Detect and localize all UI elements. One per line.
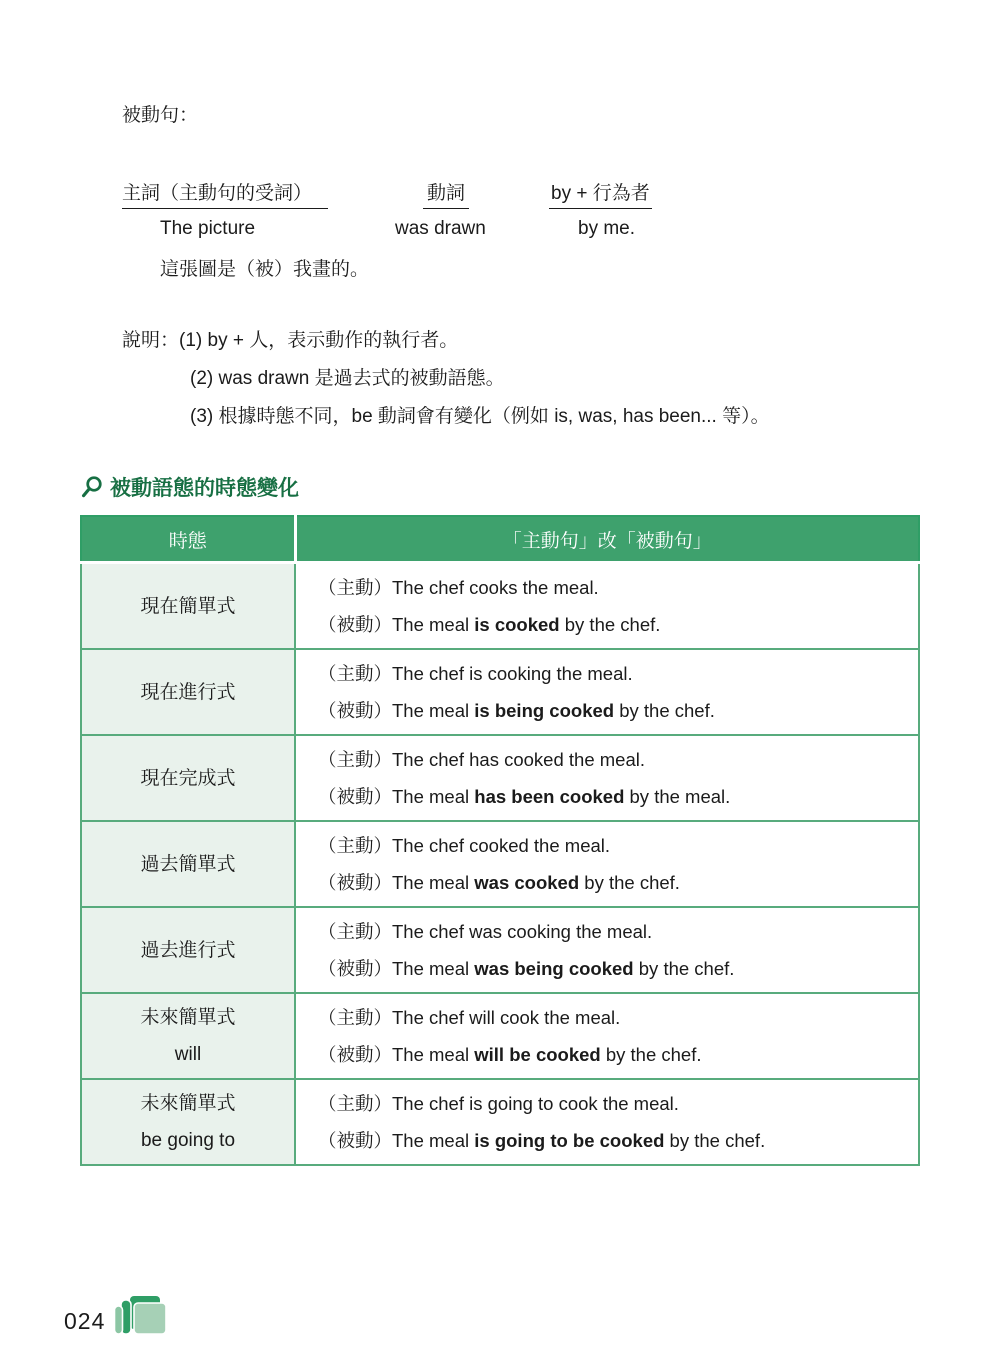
passive-tense-table — [80, 515, 920, 1166]
passive-verb-bold: is being cooked — [474, 700, 615, 721]
page-number: 024 — [64, 1308, 106, 1334]
passive-sentence — [318, 692, 908, 729]
passive-sentence — [318, 606, 908, 643]
magnifier-icon — [80, 475, 103, 499]
table-row — [81, 735, 919, 821]
passive-pre: （被動）The meal — [318, 872, 475, 893]
note-item: (3) 根據時態不同，be 動詞會有變化（例如 is, was, has been... 等）。 — [190, 406, 770, 427]
sentences-cell — [295, 993, 919, 1079]
sentences-cell — [295, 563, 919, 650]
tense-sub-label: will — [174, 1044, 202, 1065]
passive-sentence — [318, 864, 908, 901]
header-tense: 時態 — [81, 516, 295, 563]
tense-cell — [81, 821, 295, 907]
pattern-header-verb: 動詞 — [423, 178, 469, 209]
notes-block — [122, 322, 942, 436]
tense-cell — [81, 907, 295, 993]
pattern-example-verb: was drawn — [395, 218, 486, 239]
passive-post: by the chef. — [664, 1130, 766, 1151]
books-icon — [113, 1295, 169, 1335]
tense-cell — [81, 649, 295, 735]
pattern-header-subject: 主詞（主動句的受詞） — [122, 178, 328, 209]
intro-label: 被動句： — [122, 105, 199, 126]
tense-label: 現在進行式 — [140, 681, 236, 703]
tense-label: 現在完成式 — [140, 767, 236, 789]
active-sentence: （主動）The chef cooked the meal. — [318, 835, 611, 856]
passive-sentence — [318, 778, 908, 815]
pattern-header-agent: by + 行為者 — [549, 178, 652, 209]
passive-sentence — [318, 1122, 908, 1159]
passive-pre: （被動）The meal — [318, 786, 475, 807]
passive-post: by the meal. — [624, 786, 731, 807]
table-row — [81, 649, 919, 735]
pattern-example-agent: by me. — [578, 218, 636, 239]
note-line — [122, 360, 942, 398]
note-item: (1) by + 人，表示動作的執行者。 — [179, 330, 459, 351]
passive-post: by the chef. — [559, 614, 661, 635]
note-line — [122, 398, 942, 436]
notes-label: 說明： — [122, 330, 180, 351]
section-title — [80, 472, 299, 502]
tense-sub-label: be going to — [140, 1130, 236, 1151]
section-title-text: 被動語態的時態變化 — [110, 475, 299, 500]
tense-label: 未來簡單式 — [140, 1007, 236, 1028]
active-sentence: （主動）The chef was cooking the meal. — [318, 921, 653, 942]
tense-cell — [81, 563, 295, 650]
passive-verb-bold: has been cooked — [474, 786, 625, 807]
passive-sentence — [318, 950, 908, 987]
passive-post: by the chef. — [579, 872, 680, 893]
note-item: (2) was drawn 是過去式的被動語態。 — [190, 368, 505, 389]
passive-verb-bold: will be cooked — [474, 1044, 601, 1065]
passive-verb-bold: was cooked — [474, 872, 580, 893]
passive-pre: （被動）The meal — [318, 700, 475, 721]
table-row — [81, 821, 919, 907]
table-row — [81, 993, 919, 1079]
tense-cell — [81, 1079, 295, 1165]
passive-post: by the chef. — [633, 958, 735, 979]
table-row — [81, 907, 919, 993]
passive-pre: （被動）The meal — [318, 958, 475, 979]
passive-verb-bold: was being cooked — [474, 958, 634, 979]
passive-verb-bold: is going to be cooked — [474, 1130, 665, 1151]
tense-cell — [81, 993, 295, 1079]
passive-pre: （被動）The meal — [318, 614, 475, 635]
header-sentences: 「主動句」改「被動句」 — [295, 516, 919, 563]
passive-sentence — [318, 1036, 908, 1073]
note-line — [122, 322, 942, 360]
tense-label: 過去進行式 — [140, 939, 236, 961]
sentences-cell — [295, 649, 919, 735]
sentences-cell — [295, 735, 919, 821]
active-sentence: （主動）The chef is cooking the meal. — [318, 663, 633, 684]
table-row — [81, 563, 919, 650]
tense-label: 現在簡單式 — [140, 595, 236, 617]
active-sentence: （主動）The chef has cooked the meal. — [318, 749, 645, 770]
passive-post: by the chef. — [600, 1044, 702, 1065]
tense-label: 未來簡單式 — [140, 1093, 236, 1114]
passive-verb-bold: is cooked — [474, 614, 560, 635]
sentences-cell — [295, 1079, 919, 1165]
active-sentence: （主動）The chef cooks the meal. — [318, 577, 599, 598]
page-footer — [64, 1295, 169, 1335]
active-sentence: （主動）The chef will cook the meal. — [318, 1007, 621, 1028]
table-header-row — [81, 516, 919, 563]
table-row — [81, 1079, 919, 1165]
active-sentence: （主動）The chef is going to cook the meal. — [318, 1093, 679, 1114]
sentences-cell — [295, 821, 919, 907]
passive-pre: （被動）The meal — [318, 1130, 475, 1151]
passive-pre: （被動）The meal — [318, 1044, 475, 1065]
passive-post: by the chef. — [614, 700, 715, 721]
tense-label: 過去簡單式 — [140, 853, 236, 875]
pattern-translation: 這張圖是（被）我畫的。 — [160, 259, 370, 280]
sentences-cell — [295, 907, 919, 993]
tense-cell — [81, 735, 295, 821]
pattern-example-subject: The picture — [160, 218, 256, 239]
